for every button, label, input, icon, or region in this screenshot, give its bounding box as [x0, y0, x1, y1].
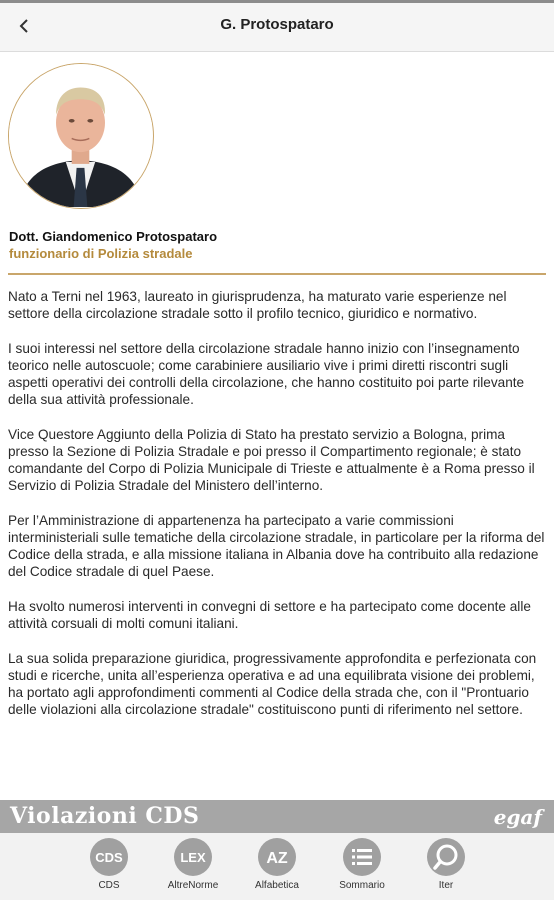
tab-label: Sommario: [339, 880, 385, 891]
cds-icon: [89, 837, 129, 877]
biography: [8, 288, 548, 736]
app-banner: [0, 800, 554, 833]
profile-role: funzionario di Polizia stradale: [9, 246, 193, 261]
svg-text:CDS: CDS: [95, 850, 123, 865]
tab-label: Iter: [438, 880, 454, 891]
svg-text:AZ: AZ: [266, 850, 288, 867]
bio-paragraph: Vice Questore Aggiunto della Polizia di Stato ha prestato servizio a Bologna, prima presso la Sezione di Polizia Stradale e poi presso il Compartimento regionale; è stato comandante del Corpo di Polizia Municipale di Trieste e attualmente è a Roma presso il Servizio di Polizia Stradale del Ministero dell’interno.: [8, 427, 535, 493]
bio-paragraph: Nato a Terni nel 1963, laureato in giurisprudenza, ha maturato varie esperienze nel settore della circolazione stradale sotto il profilo tecnico, giuridico e normativo.: [8, 289, 507, 321]
profile-photo: [8, 63, 154, 209]
tab-label: Alfabetica: [255, 880, 299, 891]
profile-content[interactable]: [0, 52, 554, 800]
tab-cds[interactable]: [69, 837, 149, 899]
tab-altrenorme[interactable]: [153, 837, 233, 899]
tab-alfabetica[interactable]: [237, 837, 317, 899]
bio-paragraph: Per l’Amministrazione di appartenenza ha partecipato a varie commissioni interministeriali sulle tematiche della circolazione stradale, in particolare per la riforma del Codice della strada, e alla missione italiana in Albania dove ha contribuito alla redazione del Codice stradale di quel Paese.: [8, 513, 545, 579]
app-bar: [0, 0, 554, 52]
bio-paragraph: Ha svolto numerosi interventi in convegni di settore e ha partecipato come docente alle attività corsuali di molti comuni italiani.: [8, 599, 531, 631]
egaf-logo: egaf: [493, 805, 542, 829]
tab-label: AltreNorme: [167, 880, 219, 891]
list-icon: [342, 837, 382, 877]
tab-sommario[interactable]: [322, 837, 402, 899]
section-divider: [8, 273, 546, 275]
az-icon: [257, 837, 297, 877]
lex-icon: [173, 837, 213, 877]
bio-paragraph: I suoi interessi nel settore della circolazione stradale hanno inizio con l’insegnamento teorico nelle autoscuole; come carabiniere ausiliario vive i primi diretti riscontri sugli aspetti operativi dei controlli della circolazione, che hanno costituito poi parte rilevante della sua attività professionale.: [8, 341, 525, 407]
tab-label: CDS: [98, 880, 120, 891]
svg-text:LEX: LEX: [180, 850, 206, 865]
bottom-nav: [0, 833, 554, 900]
bio-paragraph: La sua solida preparazione giuridica, progressivamente approfondita e perfezionata con studi e ricerche, unita all’esperienza operativa e ad una equilibrata visione dei problemi, ha portato agli approfondimenti commenti al Codice della strada che, con il "Prontuario delle violazioni alla circolazione stradale" costituiscono punti di riferimento nel settore.: [8, 651, 537, 717]
page-title: G. Protospataro: [220, 16, 334, 33]
tab-iter[interactable]: [406, 837, 486, 899]
search-icon: [426, 837, 466, 877]
app-name: Violazioni CDS: [10, 803, 200, 829]
profile-name: Dott. Giandomenico Protospataro: [9, 229, 218, 244]
